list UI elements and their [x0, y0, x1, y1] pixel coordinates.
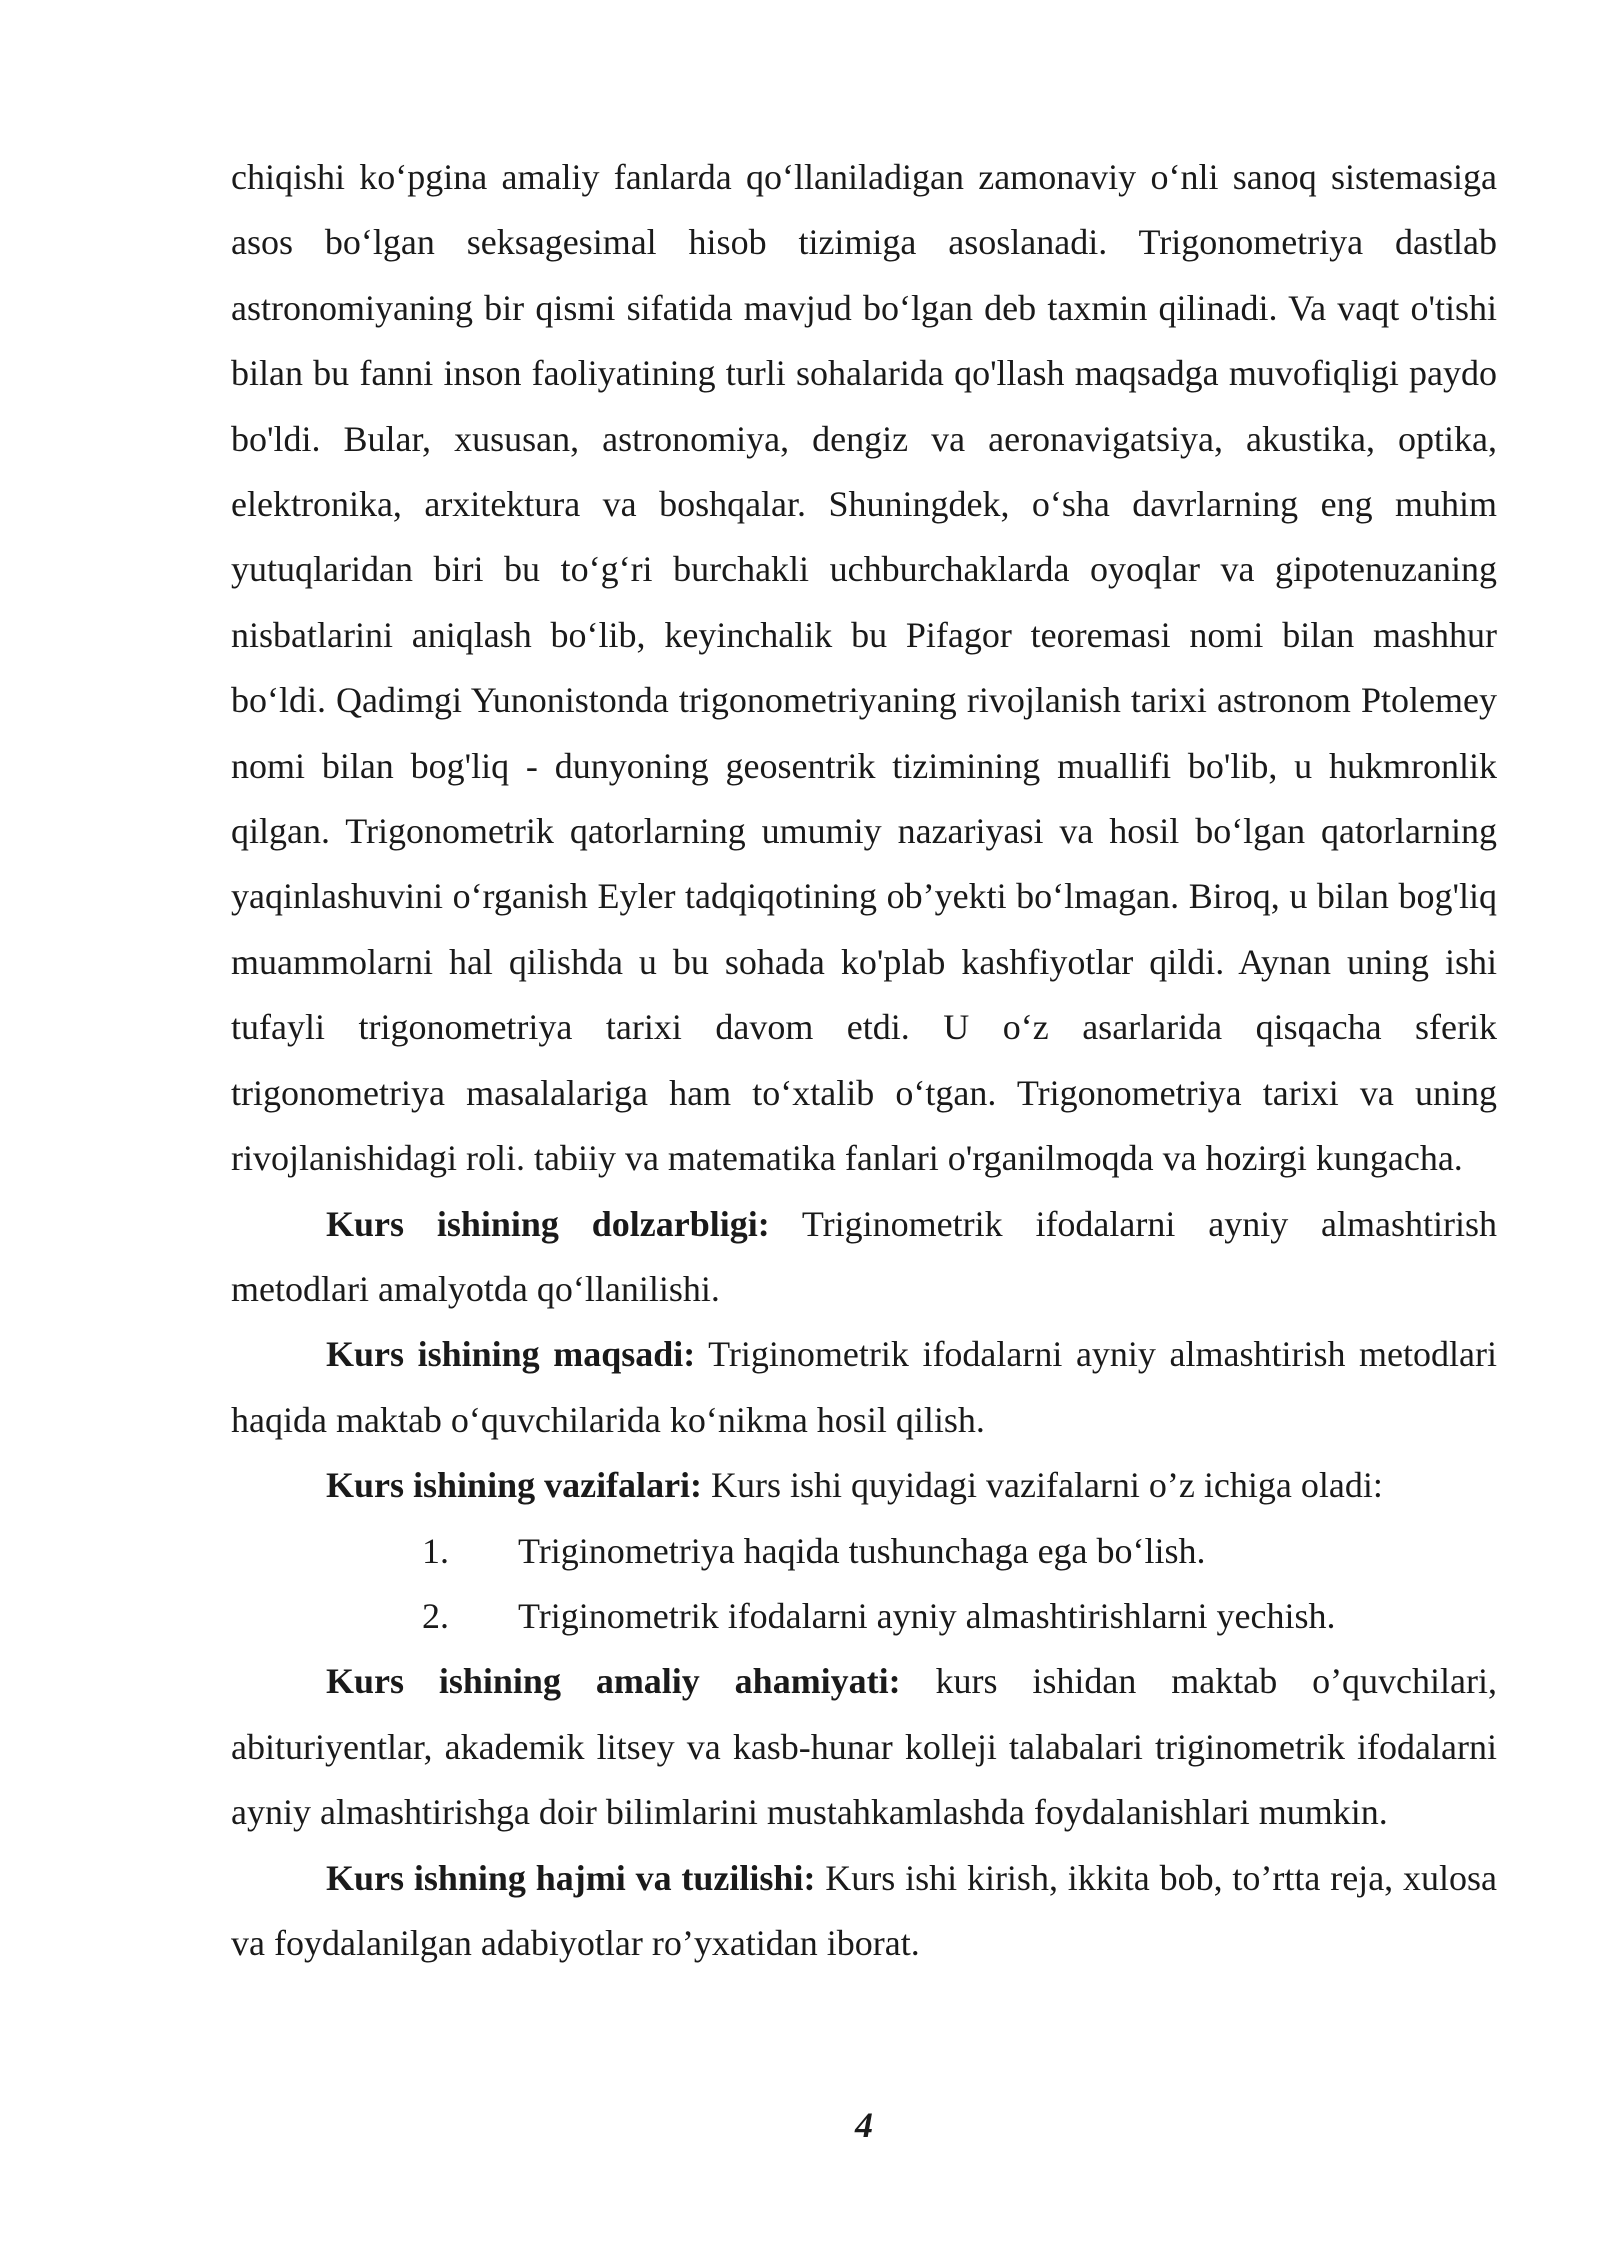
tasks-text: Kurs ishi quyidagi vazifalarni o’z ichiga oladi: — [702, 1465, 1383, 1506]
tasks-paragraph — [231, 1453, 1497, 1518]
goal-label: Kurs ishining maqsadi: — [326, 1334, 696, 1375]
structure-label: Kurs ishning hajmi va tuzilishi: — [326, 1857, 816, 1898]
intro-paragraph: chiqishi ko‘pgina amaliy fanlarda qo‘llaniladigan zamonaviy o‘nli sanoq sistemasiga asos bo‘lgan seksagesimal hisob tizimiga asoslanadi. Trigonometriya dastlab astronomiyaning bir qismi sifatida mavjud bo‘lgan deb taxmin qilinadi. Va vaqt o'tishi bilan bu fanni inson faoliyatining turli sohalarida qo'llash maqsadga muvofiqligi paydo bo'ldi. Bular, xususan, astronomiya, dengiz va aeronavigatsiya, akustika, optika, elektronika, arxitektura va boshqalar. Shuningdek, o‘sha davrlarning eng muhim yutuqlaridan biri bu to‘g‘ri burchakli uchburchaklarda oyoqlar va gipotenuzaning nisbatlarini aniqlash bo‘lib, keyinchalik bu Pifagor teoremasi nomi bilan mashhur bo‘ldi. Qadimgi Yunonistonda trigonometriyaning rivojlanish tarixi astronom Ptolemey nomi bilan bog'liq - dunyoning geosentrik tizimining muallifi bo'lib, u hukmronlik qilgan. Trigonometrik qatorlarning umumiy nazariyasi va hosil bo‘lgan qatorlarning yaqinlashuvini o‘rganish Eyler tadqiqotining ob’yekti bo‘lmagan. Biroq, u bilan bog'liq muammolarni hal qilishda u bu sohada ko'plab kashfiyotlar qildi. Aynan uning ishi tufayli trigonometriya tarixi davom etdi. U o‘z asarlarida qisqacha sferik trigonometriya masalalariga ham to‘xtalib o‘tgan. Trigonometriya tarixi va uning rivojlanishidagi roli. tabiiy va matematika fanlari o'rganilmoqda va hozirgi kungacha. — [231, 157, 1497, 1179]
goal-paragraph — [231, 1322, 1497, 1453]
structure-paragraph — [231, 1846, 1497, 1977]
structure-text: Kurs ishi kirish, ikkita bob, to’rtta reja, xulosa va foydalanilgan adabiyotlar ro’yxatidan iborat. — [231, 1857, 1497, 1963]
list-item-text: Triginometrik ifodalarni ayniy almashtirishlarni yechish. — [518, 1595, 1336, 1636]
tasks-list — [231, 1519, 1497, 1650]
practical-paragraph — [231, 1649, 1497, 1845]
relevance-text: Triginometrik ifodalarni ayniy almashtirish metodlari amalyotda qo‘llanilishi. — [231, 1203, 1497, 1309]
list-item — [231, 1519, 1497, 1584]
list-item-number: 2. — [422, 1595, 449, 1636]
relevance-label: Kurs ishining dolzarbligi: — [326, 1203, 770, 1244]
practical-label: Kurs ishining amaliy ahamiyati: — [326, 1661, 901, 1702]
practical-text: kurs ishidan maktab o’quvchilari, abituriyentlar, akademik litsey va kasb-hunar kolleji talabalari triginometrik ifodalarni ayniy almashtirishga doir bilimlarini mustahkamlashda foydalanishlari mumkin. — [231, 1661, 1498, 1833]
relevance-paragraph — [231, 1192, 1497, 1323]
page-number: 4 — [855, 2105, 873, 2145]
goal-text: Triginometrik ifodalarni ayniy almashtirish metodlari haqida maktab o‘quvchilarida ko‘nikma hosil qilish. — [231, 1334, 1497, 1440]
page-body — [231, 145, 1497, 1976]
list-item-text: Triginometriya haqida tushunchaga ega bo‘lish. — [518, 1530, 1206, 1571]
list-item — [231, 1584, 1497, 1649]
list-item-number: 1. — [422, 1530, 449, 1571]
tasks-label: Kurs ishining vazifalari: — [326, 1465, 703, 1506]
